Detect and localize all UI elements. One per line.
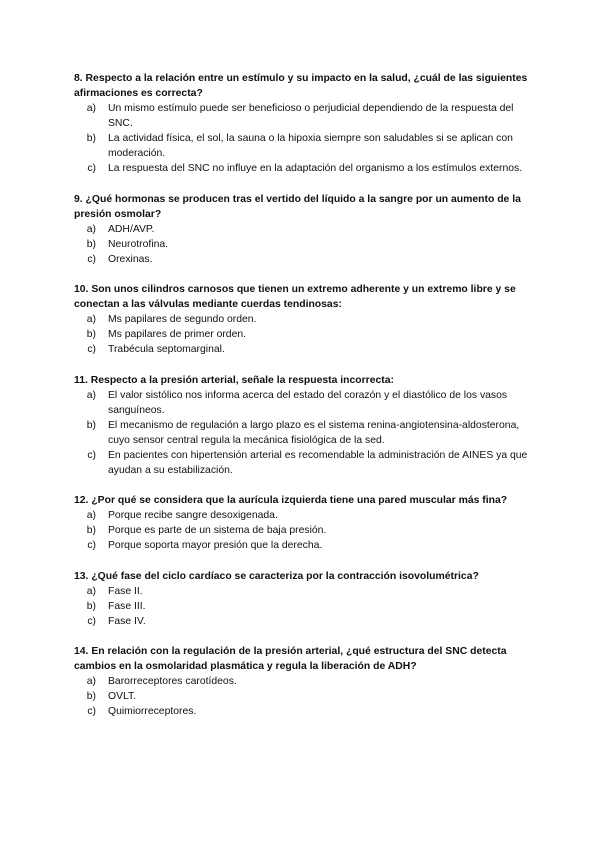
option-text: Neurotrofina. bbox=[108, 238, 169, 250]
option-letter: c) bbox=[87, 706, 96, 717]
option-letter: c) bbox=[87, 449, 96, 461]
option-letter: a) bbox=[86, 676, 96, 687]
question-10 bbox=[74, 282, 534, 357]
question-title: 10. Son unos cilindros carnosos que tienen un extremo adherente y un extremo libre y se conectan a las válvulas mediante cuerdas tendinosas: bbox=[74, 284, 516, 310]
question-title: 11. Respecto a la presión arterial, señale la respuesta incorrecta: bbox=[74, 374, 394, 386]
option-b bbox=[74, 523, 534, 538]
option-letter: a) bbox=[86, 223, 96, 235]
option-a bbox=[74, 388, 534, 418]
option-a bbox=[74, 508, 534, 523]
option-letter: a) bbox=[86, 510, 96, 521]
option-a bbox=[74, 222, 534, 237]
option-letter: a) bbox=[86, 314, 96, 325]
option-letter: c) bbox=[87, 344, 96, 355]
question-title: 13. ¿Qué fase del ciclo cardíaco se caracteriza por la contracción isovolumétrica? bbox=[74, 570, 479, 582]
option-b bbox=[74, 131, 534, 161]
option-letter: b) bbox=[86, 691, 96, 702]
option-letter: a) bbox=[86, 103, 96, 114]
option-text: Quimiorreceptores. bbox=[108, 706, 197, 717]
question-title: 8. Respecto a la relación entre un estímulo y su impacto en la salud, ¿cuál de las siguientes afirmaciones es correcta? bbox=[74, 73, 528, 99]
option-text: Fase IV. bbox=[108, 615, 146, 627]
option-text: La respuesta del SNC no influye en la adaptación del organismo a los estímulos externos. bbox=[108, 163, 523, 174]
question-9 bbox=[74, 192, 534, 267]
option-letter: c) bbox=[87, 253, 96, 265]
option-text: OVLT. bbox=[108, 691, 137, 702]
option-text: Ms papilares de segundo orden. bbox=[108, 314, 257, 325]
option-a bbox=[74, 101, 534, 131]
option-letter: b) bbox=[86, 419, 96, 431]
option-letter: b) bbox=[86, 329, 96, 340]
option-text: Porque recibe sangre desoxigenada. bbox=[108, 510, 278, 521]
option-letter: b) bbox=[86, 238, 96, 250]
option-c bbox=[74, 704, 534, 719]
option-text: En pacientes con hipertensión arterial es recomendable la administración de AINES ya que ayudan a su estabilización. bbox=[108, 449, 528, 476]
option-a bbox=[74, 312, 534, 327]
option-letter: b) bbox=[86, 600, 96, 612]
option-c bbox=[74, 161, 534, 176]
option-a bbox=[74, 674, 534, 689]
option-text: Porque es parte de un sistema de baja presión. bbox=[108, 525, 327, 536]
option-letter: a) bbox=[86, 389, 96, 401]
question-12 bbox=[74, 493, 534, 553]
option-letter: a) bbox=[86, 585, 96, 597]
option-text: Un mismo estímulo puede ser beneficioso o perjudicial dependiendo de la respuesta del SNC. bbox=[108, 103, 514, 129]
option-text: Ms papilares de primer orden. bbox=[108, 329, 247, 340]
option-b bbox=[74, 327, 534, 342]
option-text: El mecanismo de regulación a largo plazo es el sistema renina-angiotensina-aldosterona, cuyo sensor central regula la mecánica fisiológica de la sed. bbox=[108, 419, 520, 446]
option-letter: b) bbox=[86, 133, 96, 144]
option-text: El valor sistólico nos informa acerca del estado del corazón y el diastólico de los vasos sanguíneos. bbox=[108, 389, 508, 416]
question-title: 14. En relación con la regulación de la presión arterial, ¿qué estructura del SNC detecta cambios en la osmolaridad plasmática y regula la liberación de ADH? bbox=[74, 646, 507, 672]
option-text: Porque soporta mayor presión que la derecha. bbox=[108, 540, 323, 551]
option-text: Fase II. bbox=[108, 585, 143, 597]
question-8 bbox=[74, 71, 534, 176]
option-c bbox=[74, 448, 534, 478]
option-c bbox=[74, 538, 534, 553]
option-b bbox=[74, 599, 534, 614]
option-c bbox=[74, 252, 534, 267]
option-c bbox=[74, 614, 534, 629]
option-letter: c) bbox=[87, 540, 96, 551]
option-text: Orexinas. bbox=[108, 253, 153, 265]
option-text: ADH/AVP. bbox=[108, 223, 155, 235]
option-a bbox=[74, 584, 534, 599]
question-13 bbox=[74, 569, 534, 629]
question-title: 12. ¿Por qué se considera que la aurícula izquierda tiene una pared muscular más fina? bbox=[74, 495, 508, 506]
option-letter: c) bbox=[87, 615, 96, 627]
option-b bbox=[74, 418, 534, 448]
document-page bbox=[74, 71, 534, 735]
option-b bbox=[74, 237, 534, 252]
option-b bbox=[74, 689, 534, 704]
option-letter: c) bbox=[87, 163, 96, 174]
option-c bbox=[74, 342, 534, 357]
question-11 bbox=[74, 373, 534, 478]
option-text: Barorreceptores carotídeos. bbox=[108, 676, 237, 687]
option-text: Trabécula septomarginal. bbox=[108, 344, 225, 355]
question-title: 9. ¿Qué hormonas se producen tras el vertido del líquido a la sangre por un aumento de la presión osmolar? bbox=[74, 193, 521, 220]
option-text: La actividad física, el sol, la sauna o la hipoxia siempre son saludables si se aplican con moderación. bbox=[108, 133, 513, 159]
option-text: Fase III. bbox=[108, 600, 146, 612]
option-letter: b) bbox=[86, 525, 96, 536]
question-14 bbox=[74, 644, 534, 719]
